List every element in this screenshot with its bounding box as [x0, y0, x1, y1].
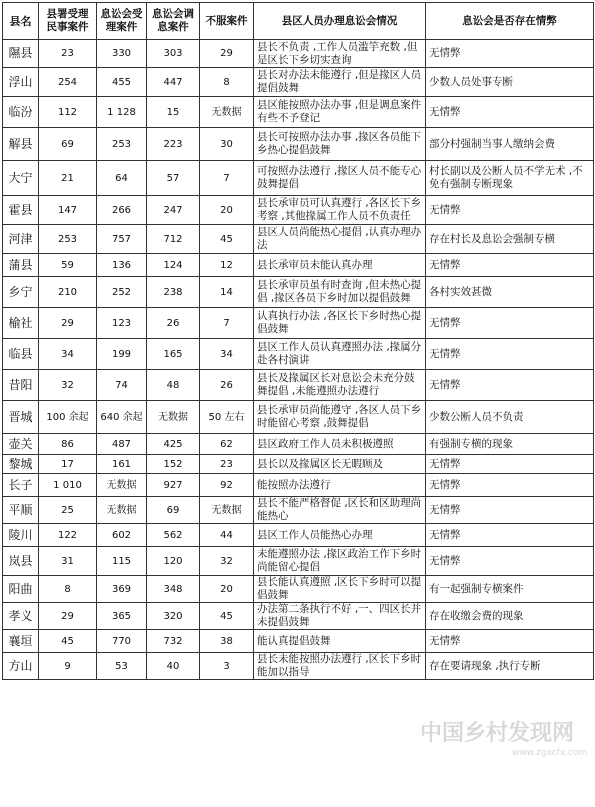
cell-appeal-cases: 3	[200, 653, 254, 680]
cell-staff-handling: 县长承审员未能认真办理	[254, 254, 426, 277]
header-civil-cases: 县署受理民事案件	[39, 3, 97, 40]
table-header	[3, 3, 594, 40]
cell-staff-handling: 县长对办法未能遵行 ,但是掾区人员提倡鼓舞	[254, 68, 426, 97]
cell-staff-handling: 能按照办法遵行	[254, 474, 426, 497]
table-row	[3, 308, 594, 339]
cell-civil-cases: 32	[39, 370, 97, 401]
cell-accepted-cases: 1 128	[97, 97, 147, 128]
cell-appeal-cases: 无数据	[200, 497, 254, 524]
cell-malpractice: 村长副以及公断人员不学无术 ,不免有强制专断现象	[426, 161, 594, 196]
table-row	[3, 40, 594, 68]
cell-malpractice: 有强制专横的现象	[426, 434, 594, 455]
cell-accepted-cases: 161	[97, 455, 147, 474]
cell-county: 陵川	[3, 524, 39, 547]
cell-county: 浮山	[3, 68, 39, 97]
cell-mediated-cases: 15	[147, 97, 200, 128]
cell-county: 临汾	[3, 97, 39, 128]
table-row	[3, 630, 594, 653]
table-row	[3, 277, 594, 308]
cell-county: 霍县	[3, 196, 39, 225]
cell-appeal-cases: 45	[200, 603, 254, 630]
cell-mediated-cases: 120	[147, 547, 200, 576]
cell-mediated-cases: 48	[147, 370, 200, 401]
cell-mediated-cases: 无数据	[147, 401, 200, 434]
cell-mediated-cases: 124	[147, 254, 200, 277]
cell-malpractice: 无情弊	[426, 370, 594, 401]
table-row	[3, 497, 594, 524]
cell-accepted-cases: 74	[97, 370, 147, 401]
cell-malpractice: 少数公断人员不负责	[426, 401, 594, 434]
cell-accepted-cases: 53	[97, 653, 147, 680]
cell-mediated-cases: 69	[147, 497, 200, 524]
cell-appeal-cases: 12	[200, 254, 254, 277]
cell-civil-cases: 86	[39, 434, 97, 455]
cell-appeal-cases: 无数据	[200, 97, 254, 128]
cell-civil-cases: 59	[39, 254, 97, 277]
cell-appeal-cases: 29	[200, 40, 254, 68]
cell-appeal-cases: 44	[200, 524, 254, 547]
cell-accepted-cases: 330	[97, 40, 147, 68]
cell-accepted-cases: 455	[97, 68, 147, 97]
cell-staff-handling: 县长承审员虽有时查询 ,但未热心提倡 ,掾区各员下乡时加以提倡鼓舞	[254, 277, 426, 308]
cell-county: 大宁	[3, 161, 39, 196]
cell-civil-cases: 34	[39, 339, 97, 370]
cell-mediated-cases: 348	[147, 576, 200, 603]
cell-appeal-cases: 62	[200, 434, 254, 455]
header-row	[3, 3, 594, 40]
cell-mediated-cases: 927	[147, 474, 200, 497]
cell-accepted-cases: 136	[97, 254, 147, 277]
cell-staff-handling: 县区政府工作人员未积极遵照	[254, 434, 426, 455]
cell-appeal-cases: 23	[200, 455, 254, 474]
cell-accepted-cases: 无数据	[97, 474, 147, 497]
cell-civil-cases: 8	[39, 576, 97, 603]
watermark-logo: 中国乡村发现网	[420, 720, 575, 746]
cell-civil-cases: 9	[39, 653, 97, 680]
table-row	[3, 128, 594, 161]
cell-civil-cases: 112	[39, 97, 97, 128]
cell-mediated-cases: 732	[147, 630, 200, 653]
table-row	[3, 401, 594, 434]
cell-accepted-cases: 199	[97, 339, 147, 370]
cell-civil-cases: 1 010	[39, 474, 97, 497]
cell-accepted-cases: 115	[97, 547, 147, 576]
cell-malpractice: 少数人员处事专断	[426, 68, 594, 97]
table-row	[3, 370, 594, 401]
table-body	[3, 40, 594, 680]
cell-mediated-cases: 57	[147, 161, 200, 196]
cell-county: 乡宁	[3, 277, 39, 308]
county-mediation-table	[2, 2, 594, 680]
cell-appeal-cases: 8	[200, 68, 254, 97]
cell-mediated-cases: 26	[147, 308, 200, 339]
cell-county: 孝义	[3, 603, 39, 630]
cell-county: 襄垣	[3, 630, 39, 653]
cell-civil-cases: 45	[39, 630, 97, 653]
header-county: 县名	[3, 3, 39, 40]
header-mediated-cases: 息讼会调息案件	[147, 3, 200, 40]
cell-staff-handling: 未能遵照办法 ,掾区政治工作下乡时尚能留心提倡	[254, 547, 426, 576]
cell-staff-handling: 县区工作人员能热心办理	[254, 524, 426, 547]
table-row	[3, 547, 594, 576]
cell-staff-handling: 能认真提倡鼓舞	[254, 630, 426, 653]
cell-civil-cases: 31	[39, 547, 97, 576]
table-row	[3, 68, 594, 97]
cell-appeal-cases: 7	[200, 161, 254, 196]
cell-staff-handling: 办法第二条执行不好 ,一、四区长并未提倡鼓舞	[254, 603, 426, 630]
table-row	[3, 161, 594, 196]
cell-mediated-cases: 320	[147, 603, 200, 630]
cell-staff-handling: 县长承审员尚能遵守 ,各区人员下乡时能留心考察 ,鼓舞提倡	[254, 401, 426, 434]
cell-county: 阳曲	[3, 576, 39, 603]
cell-county: 壶关	[3, 434, 39, 455]
cell-mediated-cases: 447	[147, 68, 200, 97]
cell-staff-handling: 县区人员尚能热心提倡 ,认真办理办法	[254, 225, 426, 254]
cell-malpractice: 部分村强制当事人缴纳会费	[426, 128, 594, 161]
cell-county: 解县	[3, 128, 39, 161]
watermark-url: www.zgxcfx.com	[512, 748, 588, 758]
cell-staff-handling: 县长不能严格督促 ,区长和区助理尚能热心	[254, 497, 426, 524]
cell-civil-cases: 23	[39, 40, 97, 68]
cell-accepted-cases: 369	[97, 576, 147, 603]
cell-mediated-cases: 223	[147, 128, 200, 161]
cell-malpractice: 无情弊	[426, 254, 594, 277]
cell-malpractice: 无情弊	[426, 196, 594, 225]
table-row	[3, 524, 594, 547]
cell-malpractice: 无情弊	[426, 308, 594, 339]
cell-appeal-cases: 38	[200, 630, 254, 653]
cell-appeal-cases: 92	[200, 474, 254, 497]
cell-county: 长子	[3, 474, 39, 497]
cell-county: 榆社	[3, 308, 39, 339]
cell-county: 晋城	[3, 401, 39, 434]
cell-accepted-cases: 64	[97, 161, 147, 196]
cell-civil-cases: 21	[39, 161, 97, 196]
cell-mediated-cases: 238	[147, 277, 200, 308]
cell-county: 隰县	[3, 40, 39, 68]
cell-civil-cases: 253	[39, 225, 97, 254]
table-row	[3, 339, 594, 370]
cell-accepted-cases: 252	[97, 277, 147, 308]
table-row	[3, 576, 594, 603]
cell-accepted-cases: 757	[97, 225, 147, 254]
cell-staff-handling: 县区能按照办法办事 ,但是调息案件有些不予登记	[254, 97, 426, 128]
cell-mediated-cases: 40	[147, 653, 200, 680]
cell-malpractice: 无情弊	[426, 497, 594, 524]
cell-civil-cases: 210	[39, 277, 97, 308]
table-row	[3, 254, 594, 277]
cell-civil-cases: 29	[39, 308, 97, 339]
cell-county: 黎城	[3, 455, 39, 474]
cell-accepted-cases: 770	[97, 630, 147, 653]
cell-mediated-cases: 425	[147, 434, 200, 455]
cell-malpractice: 存在要请现象 ,执行专断	[426, 653, 594, 680]
cell-mediated-cases: 165	[147, 339, 200, 370]
cell-staff-handling: 县区工作人员认真遵照办法 ,掾属分赴各村演讲	[254, 339, 426, 370]
table-row	[3, 455, 594, 474]
cell-accepted-cases: 无数据	[97, 497, 147, 524]
cell-malpractice: 各村实效甚微	[426, 277, 594, 308]
cell-county: 平顺	[3, 497, 39, 524]
cell-appeal-cases: 45	[200, 225, 254, 254]
cell-county: 河津	[3, 225, 39, 254]
cell-staff-handling: 县长未能按照办法遵行 ,区长下乡时能加以指导	[254, 653, 426, 680]
cell-civil-cases: 147	[39, 196, 97, 225]
cell-civil-cases: 100 余起	[39, 401, 97, 434]
cell-civil-cases: 17	[39, 455, 97, 474]
cell-accepted-cases: 253	[97, 128, 147, 161]
cell-mediated-cases: 152	[147, 455, 200, 474]
cell-accepted-cases: 123	[97, 308, 147, 339]
header-malpractice: 息讼会是否存在情弊	[426, 3, 594, 40]
cell-malpractice: 无情弊	[426, 547, 594, 576]
cell-accepted-cases: 602	[97, 524, 147, 547]
cell-staff-handling: 县长能认真遵照 ,区长下乡时可以提倡鼓舞	[254, 576, 426, 603]
cell-malpractice: 无情弊	[426, 474, 594, 497]
cell-county: 临县	[3, 339, 39, 370]
cell-staff-handling: 县长不负责 ,工作人员滥竽充数 ,但是区长下乡切实查询	[254, 40, 426, 68]
header-appeal-cases: 不服案件	[200, 3, 254, 40]
cell-accepted-cases: 640 余起	[97, 401, 147, 434]
cell-staff-handling: 县长可按照办法办事 ,掾区各员能下乡热心提倡鼓舞	[254, 128, 426, 161]
cell-civil-cases: 29	[39, 603, 97, 630]
cell-civil-cases: 69	[39, 128, 97, 161]
cell-county: 岚县	[3, 547, 39, 576]
cell-mediated-cases: 303	[147, 40, 200, 68]
cell-malpractice: 无情弊	[426, 630, 594, 653]
cell-appeal-cases: 20	[200, 196, 254, 225]
cell-malpractice: 无情弊	[426, 524, 594, 547]
table-row	[3, 196, 594, 225]
cell-county: 蒲县	[3, 254, 39, 277]
cell-appeal-cases: 14	[200, 277, 254, 308]
cell-staff-handling: 可按照办法遵行 ,掾区人员不能专心鼓舞提倡	[254, 161, 426, 196]
cell-malpractice: 无情弊	[426, 40, 594, 68]
table-row	[3, 603, 594, 630]
table-row	[3, 97, 594, 128]
cell-malpractice: 存在收缴会费的现象	[426, 603, 594, 630]
cell-malpractice: 无情弊	[426, 339, 594, 370]
table-row	[3, 474, 594, 497]
cell-appeal-cases: 30	[200, 128, 254, 161]
cell-civil-cases: 25	[39, 497, 97, 524]
cell-malpractice: 无情弊	[426, 97, 594, 128]
cell-staff-handling: 县长以及掾属区长无暇顾及	[254, 455, 426, 474]
header-staff-handling: 县区人员办理息讼会情况	[254, 3, 426, 40]
table-row	[3, 434, 594, 455]
cell-county: 昔阳	[3, 370, 39, 401]
cell-appeal-cases: 20	[200, 576, 254, 603]
cell-civil-cases: 122	[39, 524, 97, 547]
cell-malpractice: 无情弊	[426, 455, 594, 474]
cell-malpractice: 存在村长及息讼会强制专横	[426, 225, 594, 254]
cell-mediated-cases: 247	[147, 196, 200, 225]
cell-accepted-cases: 266	[97, 196, 147, 225]
cell-mediated-cases: 712	[147, 225, 200, 254]
header-accepted-cases: 息讼会受理案件	[97, 3, 147, 40]
cell-staff-handling: 认真执行办法 ,各区长下乡时热心提倡鼓舞	[254, 308, 426, 339]
cell-accepted-cases: 487	[97, 434, 147, 455]
cell-accepted-cases: 365	[97, 603, 147, 630]
cell-appeal-cases: 34	[200, 339, 254, 370]
cell-civil-cases: 254	[39, 68, 97, 97]
cell-appeal-cases: 32	[200, 547, 254, 576]
cell-county: 方山	[3, 653, 39, 680]
cell-appeal-cases: 26	[200, 370, 254, 401]
table-row	[3, 225, 594, 254]
cell-malpractice: 有一起强制专横案件	[426, 576, 594, 603]
cell-staff-handling: 县长承审员可认真遵行 ,各区长下乡考察 ,其他掾属工作人员不负责任	[254, 196, 426, 225]
cell-mediated-cases: 562	[147, 524, 200, 547]
cell-appeal-cases: 50 左右	[200, 401, 254, 434]
table-row	[3, 653, 594, 680]
cell-staff-handling: 县长及掾属区长对息讼会未充分鼓舞提倡 ,未能遵照办法遵行	[254, 370, 426, 401]
cell-appeal-cases: 7	[200, 308, 254, 339]
